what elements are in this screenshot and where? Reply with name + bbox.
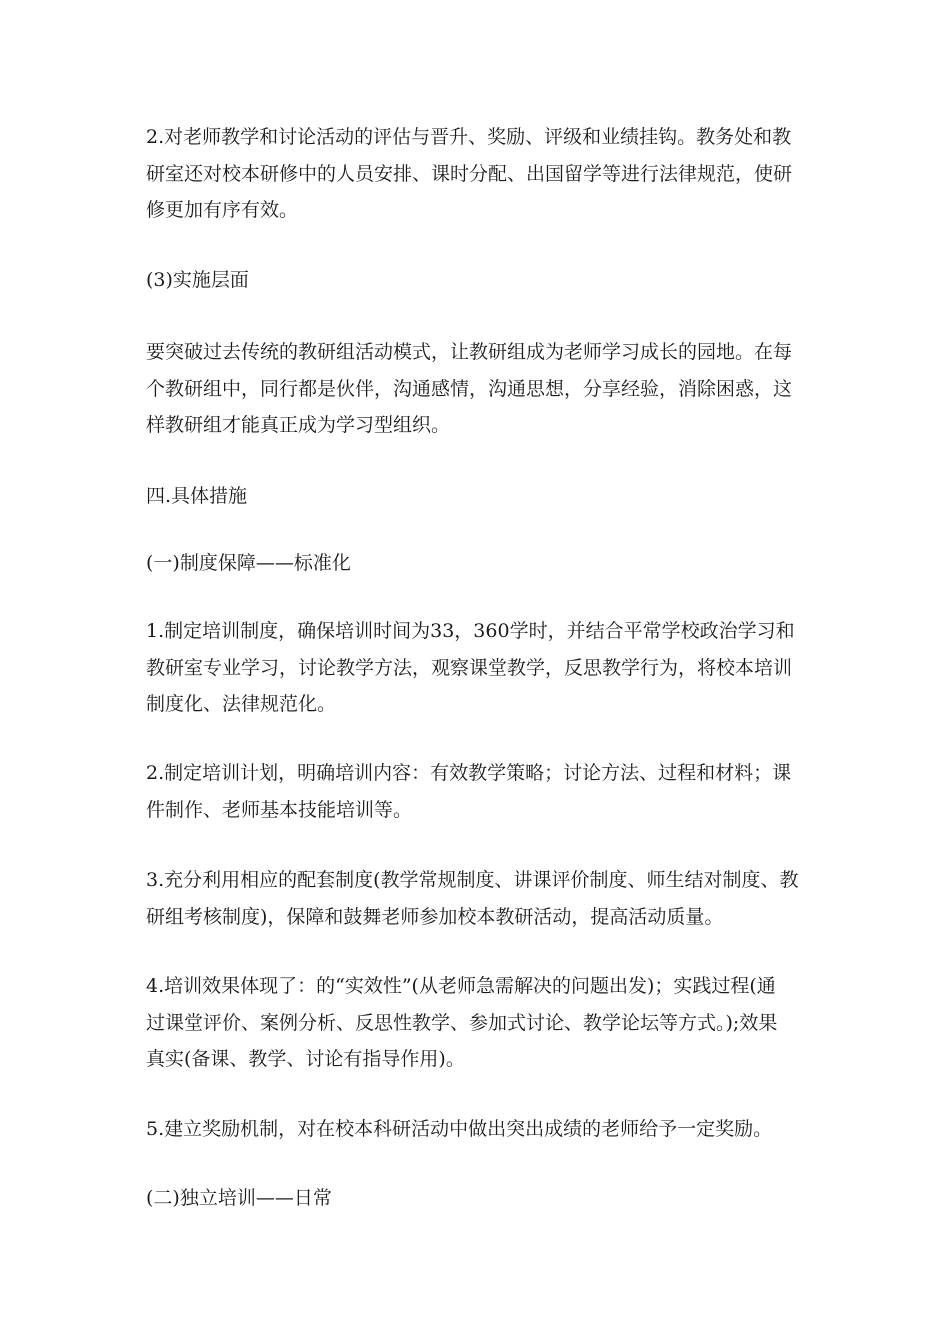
text-line: 5.建立奖励机制，对在校本科研活动中做出突出成绩的老师给予一定奖励。 — [146, 1118, 773, 1140]
text-line: 4.培训效果体现了：的“实效性”(从老师急需解决的问题出发)；实践过程(通 — [146, 975, 776, 997]
subsection-heading-independent — [146, 1180, 806, 1217]
list-item-4 — [146, 968, 806, 1078]
text-line: 制度化、法律规范化。 — [146, 693, 337, 715]
text-line: 研组考核制度)，保障和鼓舞老师参加校本教研活动，提高活动质量。 — [146, 905, 724, 928]
text-line: 样教研组才能真正成为学习型组织。 — [146, 414, 451, 436]
text-line: (二)独立培训——日常 — [146, 1187, 332, 1209]
text-line: 1.制定培训制度，确保培训时间为33，360学时，并结合平常学校政治学习和 — [146, 620, 795, 642]
list-item-2 — [146, 755, 806, 828]
text-line: 件制作、老师基本技能培训等。 — [146, 798, 413, 821]
list-item-1 — [146, 613, 806, 723]
text-line: 教研室专业学习，讨论教学方法，观察课堂教学，反思教学行为，将校本培训 — [146, 656, 793, 679]
text-line: 真实(备课、教学、讨论有指导作用)。 — [146, 1048, 465, 1070]
text-line: 3.充分利用相应的配套制度(教学常规制度、讲课评价制度、师生结对制度、教 — [146, 869, 799, 891]
text-line: 研室还对校本研修中的人员安排、课时分配、出国留学等进行法律规范，使研 — [146, 162, 793, 185]
text-line: 2.制定培训计划，明确培训内容：有效教学策略；讨论方法、过程和材料；课 — [146, 762, 792, 784]
text-line: 要突破过去传统的教研组活动模式，让教研组成为老师学习成长的园地。在每 — [146, 341, 793, 363]
paragraph-implementation — [146, 334, 806, 444]
list-item-5 — [146, 1111, 806, 1148]
subsection-heading-system — [146, 545, 806, 582]
paragraph-evaluation — [146, 119, 806, 229]
section-heading-measures — [146, 478, 806, 515]
text-line: (3)实施层面 — [146, 269, 249, 291]
text-line: 2.对老师教学和讨论活动的评估与晋升、奖励、评级和业绩挂钩。教务处和教 — [146, 126, 792, 148]
text-line: 四.具体措施 — [146, 485, 248, 507]
text-line: 个教研组中，同行都是伙伴，沟通感情，沟通思想，分享经验，消除困惑，这 — [146, 377, 793, 400]
text-line: 过课堂评价、案例分析、反思性教学、参加式讨论、教学论坛等方式。);效果 — [146, 1011, 778, 1034]
text-line: (一)制度保障——标准化 — [146, 552, 351, 574]
text-line: 修更加有序有效。 — [146, 199, 299, 221]
list-item-3 — [146, 862, 806, 935]
section-heading-implementation — [146, 262, 806, 299]
